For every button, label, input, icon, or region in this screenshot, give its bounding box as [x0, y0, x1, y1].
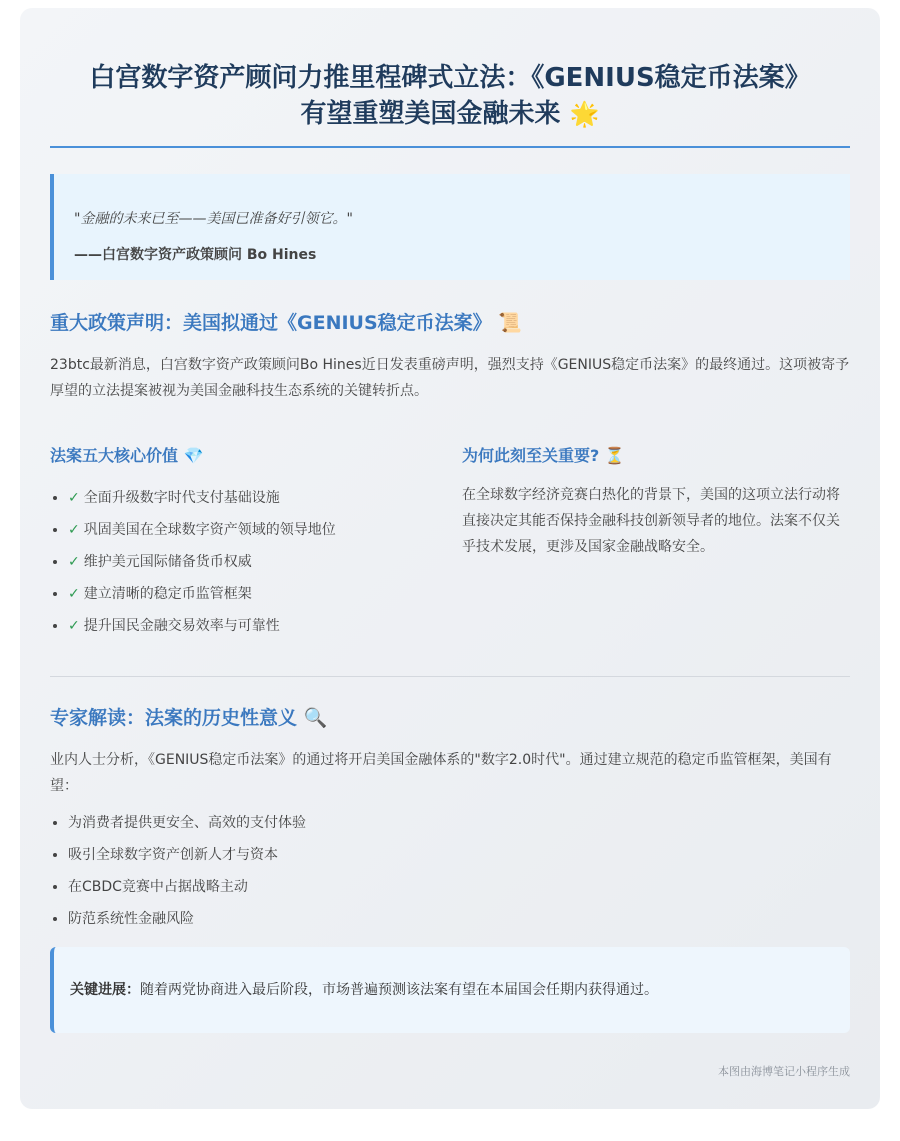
list-item-text: 维护美元国际储备货币权威 — [83, 554, 252, 570]
list-item-text: 巩固美国在全球数字资产领域的领导地位 — [83, 522, 336, 538]
check-icon: ✓ — [68, 490, 80, 506]
section-heading-policy-text: 重大政策声明：美国拟通过《GENIUS稳定币法案》 — [50, 312, 492, 334]
key-progress-box — [50, 947, 850, 1033]
page-title — [50, 8, 850, 132]
list-item-text: 建立清晰的稳定币监管框架 — [83, 586, 252, 602]
key-progress-text: 随着两党协商进入最后阶段，市场普遍预测该法案有望在本届国会任期内获得通过。 — [140, 982, 658, 998]
expert-list — [50, 807, 850, 935]
check-icon: ✓ — [68, 554, 80, 570]
list-item-text: 提升国民金融交易效率与可靠性 — [83, 618, 280, 634]
core-values-heading-text: 法案五大核心价值 — [50, 446, 179, 465]
key-progress-label: 关键进展： — [70, 982, 140, 998]
policy-paragraph: 23btc最新消息，白宫数字资产政策顾问Bo Hines近日发表重磅声明，强烈支持《GENIUS稳定币法案》的最终通过。这项被寄予厚望的立法提案被视为美国金融科技生态系统的关键转折点。 — [50, 357, 850, 399]
why-heading — [462, 444, 850, 468]
list-item — [68, 514, 462, 546]
list-item — [68, 578, 462, 610]
list-item: • 为消费者提供更安全、高效的支付体验 — [68, 807, 850, 839]
section-divider — [50, 676, 850, 677]
list-item — [68, 482, 462, 514]
two-column-section — [50, 444, 850, 642]
title-divider — [50, 146, 850, 148]
list-item — [68, 546, 462, 578]
check-icon: ✓ — [68, 586, 80, 602]
quote-source: ——白宫数字资产政策顾问 Bo Hines — [74, 247, 317, 263]
title-line-1: 白宫数字资产顾问力推里程碑式立法：《GENIUS稳定币法案》 — [89, 63, 811, 93]
list-item: • 防范系统性金融风险 — [68, 903, 850, 935]
why-paragraph: 在全球数字经济竞赛白热化的背景下，美国的这项立法行动将直接决定其能否保持金融科技创新领导者的地位。法案不仅关乎技术发展，更涉及国家金融战略安全。 — [462, 487, 840, 555]
section-heading-expert — [50, 705, 850, 731]
expert-paragraph: 业内人士分析，《GENIUS稳定币法案》的通过将开启美国金融体系的"数字2.0时代"。通过建立规范的稳定币监管框架，美国有望： — [50, 752, 832, 794]
title-line-2: 有望重塑美国金融未来 — [300, 99, 561, 129]
why-important-column — [462, 444, 850, 642]
quote-block — [50, 174, 850, 280]
section-heading-expert-text: 专家解读：法案的历史性意义 — [50, 707, 298, 729]
check-icon: ✓ — [68, 618, 80, 634]
core-values-column — [50, 444, 462, 642]
list-item-text: 全面升级数字时代支付基础设施 — [83, 490, 280, 506]
core-values-list — [50, 482, 462, 642]
list-item: • 吸引全球数字资产创新人才与资本 — [68, 839, 850, 871]
list-item — [68, 610, 462, 642]
scroll-icon: 📜 — [498, 312, 522, 334]
hourglass-icon: ⏳ — [604, 446, 625, 465]
list-item: • 在CBDC竞赛中占据战略主动 — [68, 871, 850, 903]
section-heading-policy — [50, 310, 850, 336]
check-icon: ✓ — [68, 522, 80, 538]
footer-note: 本图由海博笔记小程序生成 — [718, 1065, 850, 1078]
article-card — [20, 8, 880, 1109]
why-heading-text: 为何此刻至关重要? — [462, 446, 600, 465]
magnifier-icon: 🔍 — [303, 707, 328, 729]
quote-text: "金融的未来已至——美国已准备好引领它。" — [74, 211, 353, 227]
star-icon: 🌟 — [569, 100, 600, 128]
gem-icon: 💎 — [183, 446, 204, 465]
core-values-heading — [50, 444, 462, 468]
